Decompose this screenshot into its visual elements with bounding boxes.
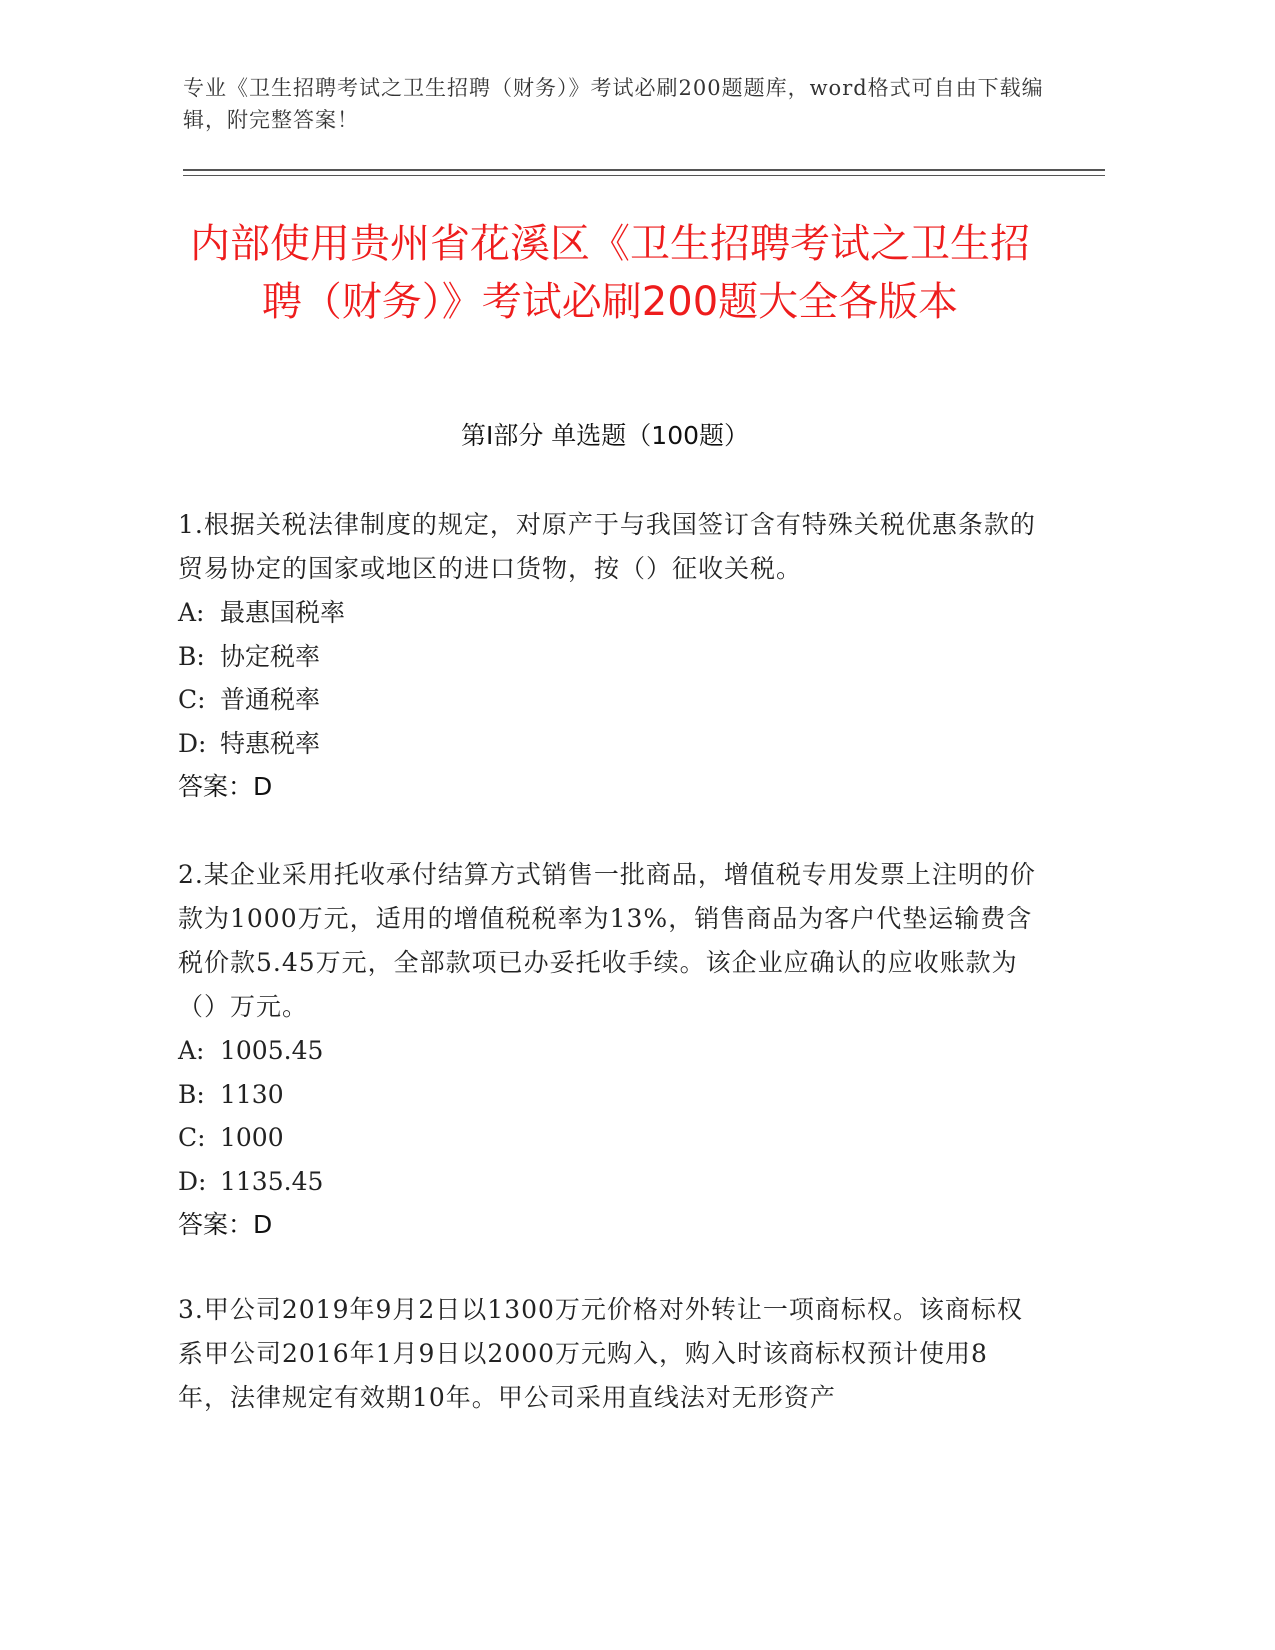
option-text: 特惠税率 bbox=[220, 728, 321, 758]
option-key: C: bbox=[178, 685, 206, 714]
header-divider-thin bbox=[183, 175, 1105, 176]
answer: 答案：D bbox=[178, 1210, 273, 1239]
option-b bbox=[178, 1073, 1038, 1117]
option-c bbox=[178, 1116, 1038, 1160]
option-text: 1000 bbox=[220, 1123, 284, 1152]
option-text: 最惠国税率 bbox=[220, 598, 346, 627]
question-stem: 2.某企业采用托收承付结算方式销售一批商品，增值税专用发票上注明的价款为1000万元，适用的增值税税率为13%，销售商品为客户代垫运输费含税价款5.45万元，全部款项已办妥托收手续。该企业应确认的应收账款为（）万元。 bbox=[178, 860, 1036, 1021]
question-stem: 3.甲公司2019年9月2日以1300万元价格对外转让一项商标权。该商标权系甲公司2016年1月9日以2000万元购入，购入时该商标权预计使用8年，法律规定有效期10年。甲公司采用直线法对无形资产 bbox=[178, 1295, 1023, 1412]
option-text: 1135.45 bbox=[220, 1166, 324, 1196]
option-b bbox=[178, 635, 1038, 679]
header-note: 专业《卫生招聘考试之卫生招聘（财务）》考试必刷200题题库，word格式可自由下载编辑，附完整答案！ bbox=[183, 76, 1044, 132]
document-title: 内部使用贵州省花溪区《卫生招聘考试之卫生招聘（财务）》考试必刷200题大全各版本 bbox=[190, 221, 1030, 325]
option-text: 普通税率 bbox=[220, 685, 321, 714]
option-key: A: bbox=[178, 598, 205, 627]
option-c bbox=[178, 678, 1038, 722]
option-key: C: bbox=[178, 1123, 206, 1152]
section-title: 第I部分 单选题（100题） bbox=[460, 421, 750, 450]
option-key: D: bbox=[178, 1166, 207, 1196]
option-key: A: bbox=[178, 1036, 205, 1065]
option-d bbox=[178, 1160, 1038, 1204]
question-3 bbox=[178, 1288, 1038, 1420]
option-a bbox=[178, 591, 1038, 635]
option-key: B: bbox=[178, 641, 205, 671]
option-key: B: bbox=[178, 1079, 205, 1109]
option-text: 1130 bbox=[220, 1079, 284, 1109]
question-2 bbox=[178, 853, 1038, 1247]
header-divider bbox=[183, 169, 1105, 171]
question-1 bbox=[178, 503, 1038, 809]
answer: 答案：D bbox=[178, 772, 273, 801]
option-key: D: bbox=[178, 728, 207, 758]
option-text: 1005.45 bbox=[220, 1036, 324, 1065]
option-text: 协定税率 bbox=[220, 641, 321, 671]
option-d bbox=[178, 722, 1038, 766]
question-stem: 1.根据关税法律制度的规定，对原产于与我国签订含有特殊关税优惠条款的贸易协定的国家或地区的进口货物，按（）征收关税。 bbox=[178, 510, 1036, 583]
option-a bbox=[178, 1029, 1038, 1073]
